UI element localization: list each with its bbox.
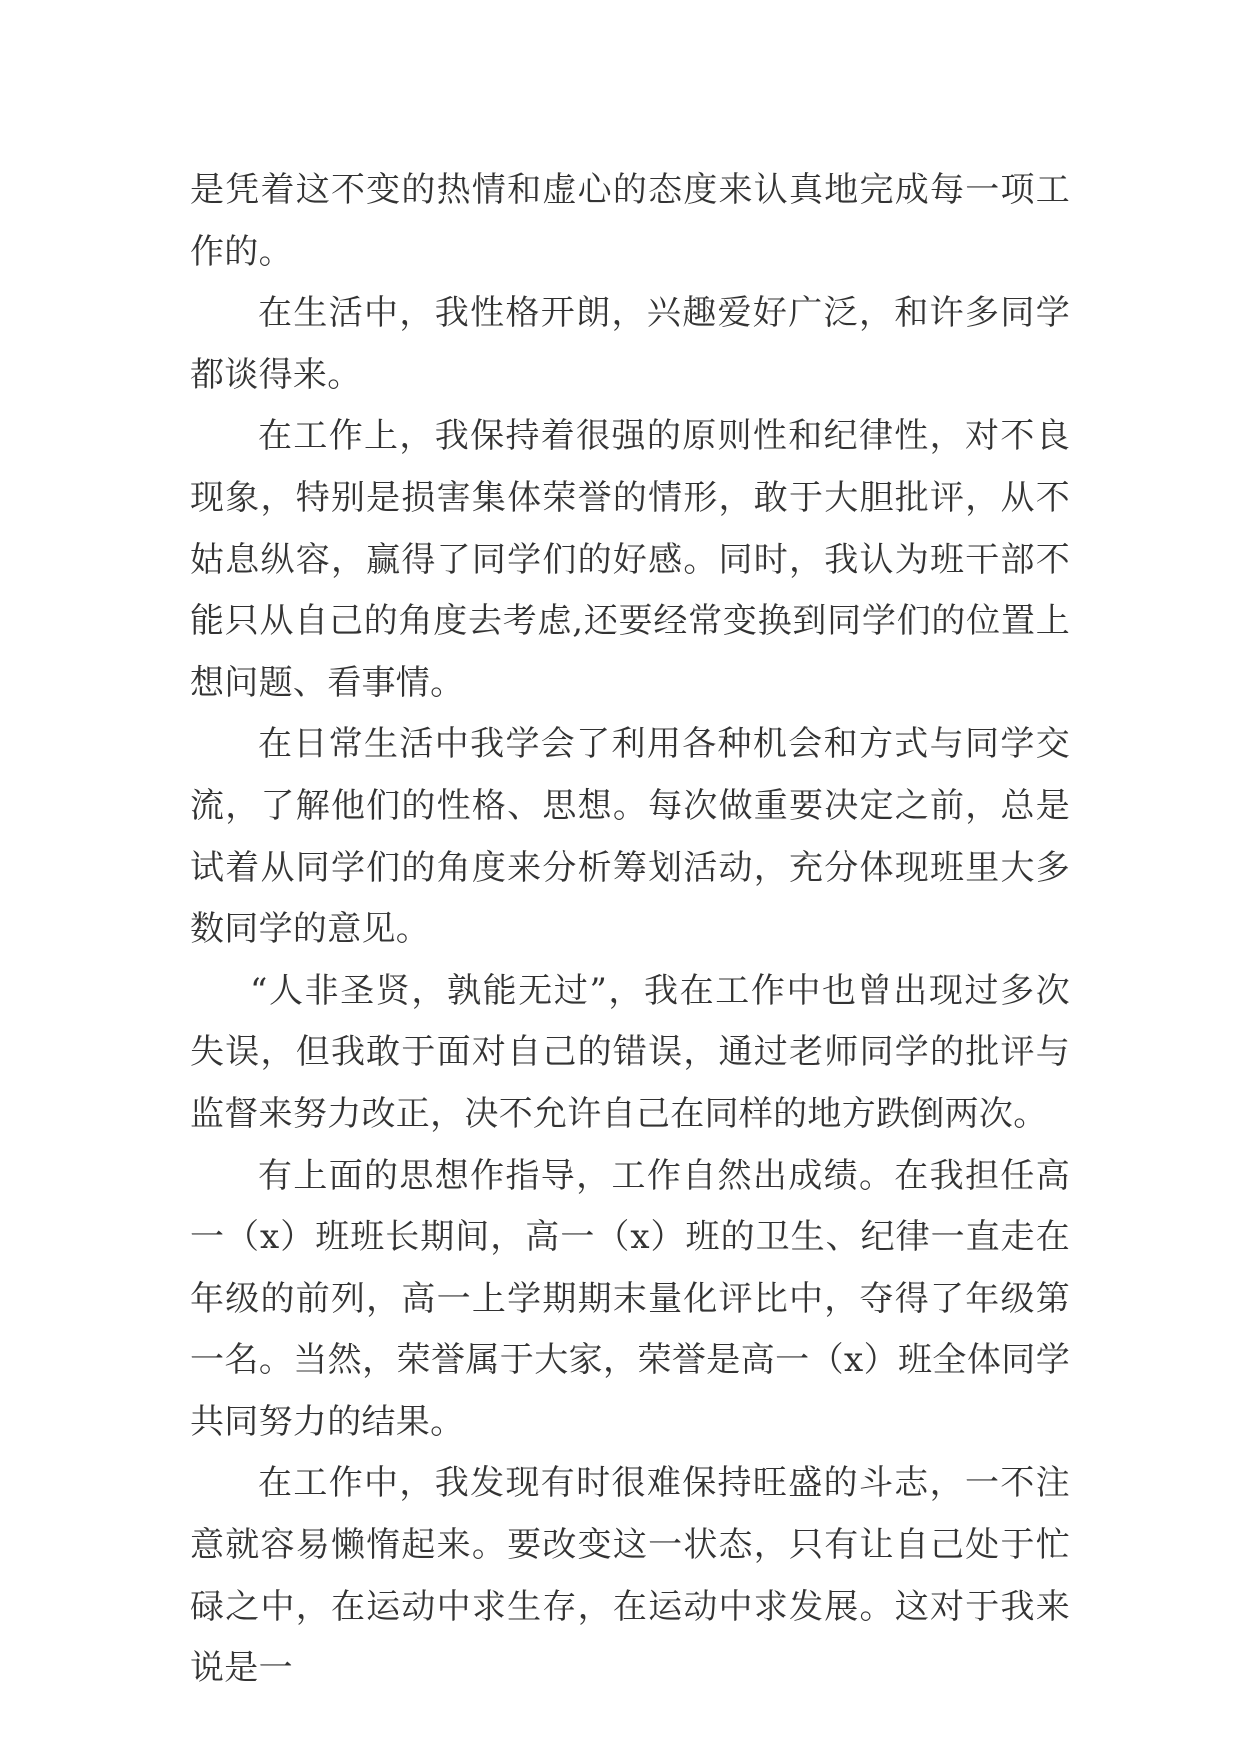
paragraph-3: 在工作上，我保持着很强的原则性和纪律性，对不良现象，特别是损害集体荣誉的情形，敢于大胆批评，从不姑息纵容，赢得了同学们的好感。同时，我认为班干部不能只从自己的角度去考虑,还要经常变换到同学们的位置上想问题、看事情。: [190, 416, 1070, 703]
paragraph-1: 是凭着这不变的热情和虚心的态度来认真地完成每一项工作的。: [190, 170, 1070, 272]
paragraph-2: 在生活中，我性格开朗，兴趣爱好广泛，和许多同学都谈得来。: [190, 293, 1070, 395]
paragraph-4: 在日常生活中我学会了利用各种机会和方式与同学交流，了解他们的性格、思想。每次做重要决定之前，总是试着从同学们的角度来分析筹划活动，充分体现班里大多数同学的意见。: [190, 724, 1070, 950]
document-body: [190, 160, 1070, 1700]
paragraph-6: 有上面的思想作指导，工作自然出成绩。在我担任高一（x）班班长期间，高一（x）班的卫生、纪律一直走在年级的前列，高一上学期期末量化评比中，夺得了年级第一名。当然，荣誉属于大家，荣誉是高一（x）班全体同学共同努力的结果。: [190, 1155, 1070, 1442]
paragraph-7: 在工作中，我发现有时很难保持旺盛的斗志，一不注意就容易懒惰起来。要改变这一状态，只有让自己处于忙碌之中，在运动中求生存，在运动中求发展。这对于我来说是一: [190, 1463, 1070, 1689]
paragraph-5: “人非圣贤，孰能无过”，我在工作中也曾出现过多次失误，但我敢于面对自己的错误，通过老师同学的批评与监督来努力改正，决不允许自己在同样的地方跌倒两次。: [190, 970, 1070, 1134]
